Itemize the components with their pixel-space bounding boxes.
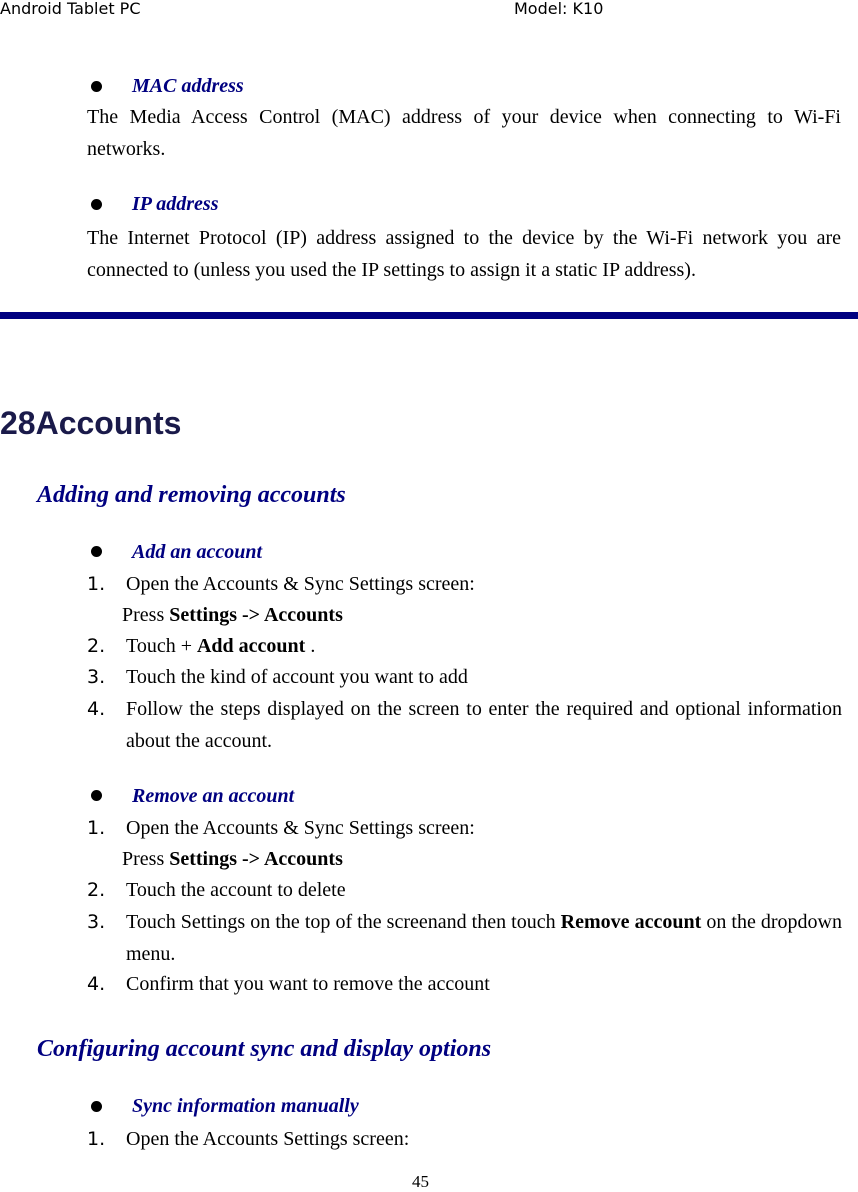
- press-line: [122, 847, 343, 871]
- header-right: Model: K10: [514, 0, 604, 18]
- press-label: Press: [122, 848, 170, 870]
- step-text: Touch the kind of account you want to add: [126, 666, 468, 688]
- section-heading-configuring: Configuring account sync and display options: [37, 1036, 492, 1062]
- step-number: 4.: [87, 973, 106, 995]
- divider: [0, 312, 858, 319]
- step-text: Open the Accounts & Sync Settings screen:: [126, 573, 475, 595]
- header-left: Android Tablet PC: [0, 0, 141, 18]
- step-number: 1.: [87, 817, 106, 839]
- step-number: 3.: [87, 911, 106, 933]
- step-number: 3.: [87, 666, 106, 688]
- remove-account-label: Remove account: [560, 911, 702, 933]
- settings-path: Settings -> Accounts: [169, 848, 343, 870]
- step-number: 4.: [87, 698, 106, 720]
- bullet-icon: [91, 790, 102, 801]
- step-text: Touch Settings on the top of the screenand then touch Remove account on the dropdown menu.: [126, 911, 842, 965]
- step-number: 2.: [87, 879, 106, 901]
- step-number: 2.: [87, 635, 106, 657]
- press-line: [122, 603, 343, 627]
- bullet-icon: [91, 199, 102, 210]
- add-account-title: Add an account: [132, 541, 263, 563]
- step-text: Open the Accounts & Sync Settings screen:: [126, 817, 475, 839]
- step-text: Touch the account to delete: [126, 879, 346, 901]
- step-text: Follow the steps displayed on the screen to enter the required and optional information about the account.: [126, 698, 842, 752]
- section-heading-adding: Adding and removing accounts: [37, 482, 346, 508]
- bullet-icon: [91, 1101, 102, 1112]
- step-text: Confirm that you want to remove the account: [126, 973, 490, 995]
- settings-path: Settings -> Accounts: [169, 604, 343, 626]
- step-number: 1.: [87, 1128, 106, 1150]
- mac-title: MAC address: [132, 75, 244, 97]
- step-text: Touch + Add account .: [126, 635, 316, 657]
- ip-text: The Internet Protocol (IP) address assigned to the device by the Wi-Fi network you are connected to (unless you used the IP settings to assign it a static IP address).: [87, 227, 841, 281]
- mac-text: The Media Access Control (MAC) address of your device when connecting to Wi-Fi networks.: [87, 106, 841, 160]
- add-account-label: Add account: [196, 635, 306, 657]
- page-number: 45: [412, 1172, 429, 1191]
- bullet-icon: [91, 81, 102, 92]
- sync-title: Sync information manually: [132, 1095, 359, 1117]
- step-text: Open the Accounts Settings screen:: [126, 1128, 410, 1150]
- ip-title: IP address: [132, 193, 219, 215]
- remove-account-title: Remove an account: [132, 785, 295, 807]
- step-number: 1.: [87, 573, 106, 595]
- chapter-title: 28Accounts: [0, 405, 182, 441]
- bullet-icon: [91, 546, 102, 557]
- press-label: Press: [122, 604, 170, 626]
